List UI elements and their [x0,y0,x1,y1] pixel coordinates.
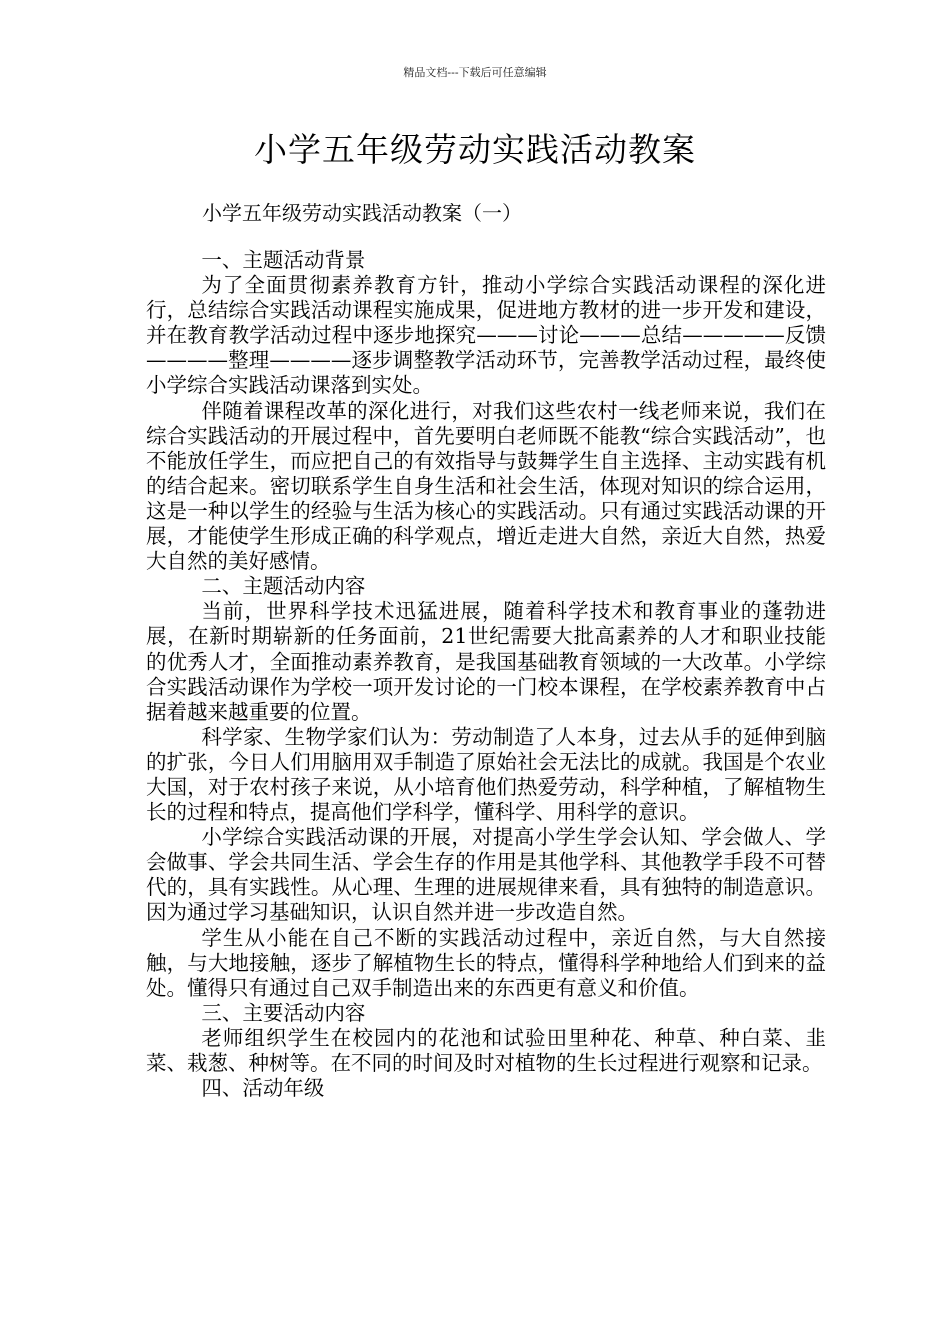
paragraph: 当前，世界科学技术迅猛进展，随着科学技术和教育事业的蓬勃进展，在新时期崭新的任务面前，21世纪需要大批高素养的人才和职业技能的优秀人才，全面推动素养教育，是我国基础教育领域的一大改革。小学综合实践活动课作为学校一项开发讨论的一门校本课程，在学校素养教育中占据着越来越重要的位置。 [146,599,826,724]
paragraph: 老师组织学生在校园内的花池和试验田里种花、种草、种白菜、韭菜、栽葱、种树等。在不同的时间及时对植物的生长过程进行观察和记录。 [146,1025,826,1075]
paragraph: 科学家、生物学家们认为：劳动制造了人本身，过去从手的延伸到脑的扩张，今日人们用脑用双手制造了原始社会无法比的成就。我国是个农业大国，对于农村孩子来说，从小培育他们热爱劳动，科学种植，了解植物生长的过程和特点，提高他们学科学，懂科学、用科学的意识。 [146,724,826,825]
section-heading: 三、主要活动内容 [201,1000,366,1025]
paragraph: 伴随着课程改革的深化进行，对我们这些农村一线老师来说，我们在综合实践活动的开展过程中，首先要明白老师既不能教“综合实践活动”，也不能放任学生，而应把自己的有效指导与鼓舞学生自主选择、主动实践有机的结合起来。密切联系学生自身生活和社会生活，体现对知识的综合运用，这是一种以学生的经验与生活为核心的实践活动。只有通过实践活动课的开展，才能使学生形成正确的科学观点，增近走进大自然，亲近大自然，热爱大自然的美好感情。 [146,398,826,574]
section-heading: 二、主题活动内容 [201,574,366,599]
document-title: 小学五年级劳动实践活动教案 [254,130,696,169]
section-heading: 四、活动年级 [201,1076,325,1101]
paragraph: 为了全面贯彻素养教育方针，推动小学综合实践活动课程的深化进行，总结综合实践活动课程实施成果，促进地方教材的进一步开发和建设，并在教育教学活动过程中逐步地探究———讨论———总结—————反馈————整理————逐步调整教学活动环节，完善教学活动过程，最终使小学综合实践活动课落到实处。 [146,273,826,398]
paragraph: 小学综合实践活动课的开展，对提高小学生学会认知、学会做人、学会做事、学会共同生活、学会生存的作用是其他学科、其他教学手段不可替代的，具有实践性。从心理、生理的进展规律来看，具有独特的制造意识。因为通过学习基础知识，认识自然并进一步改造自然。 [146,825,826,925]
document-body [146,248,826,1101]
page-header: 精品文档---下载后可任意编辑 [403,66,547,79]
document-subtitle: 小学五年级劳动实践活动教案（一） [202,201,522,225]
section-heading: 一、主题活动背景 [201,248,366,272]
paragraph: 学生从小能在自己不断的实践活动过程中，亲近自然，与大自然接触，与大地接触，逐步了解植物生长的特点，懂得科学种地给人们到来的益处。懂得只有通过自己双手制造出来的东西更有意义和价值。 [146,925,826,1000]
